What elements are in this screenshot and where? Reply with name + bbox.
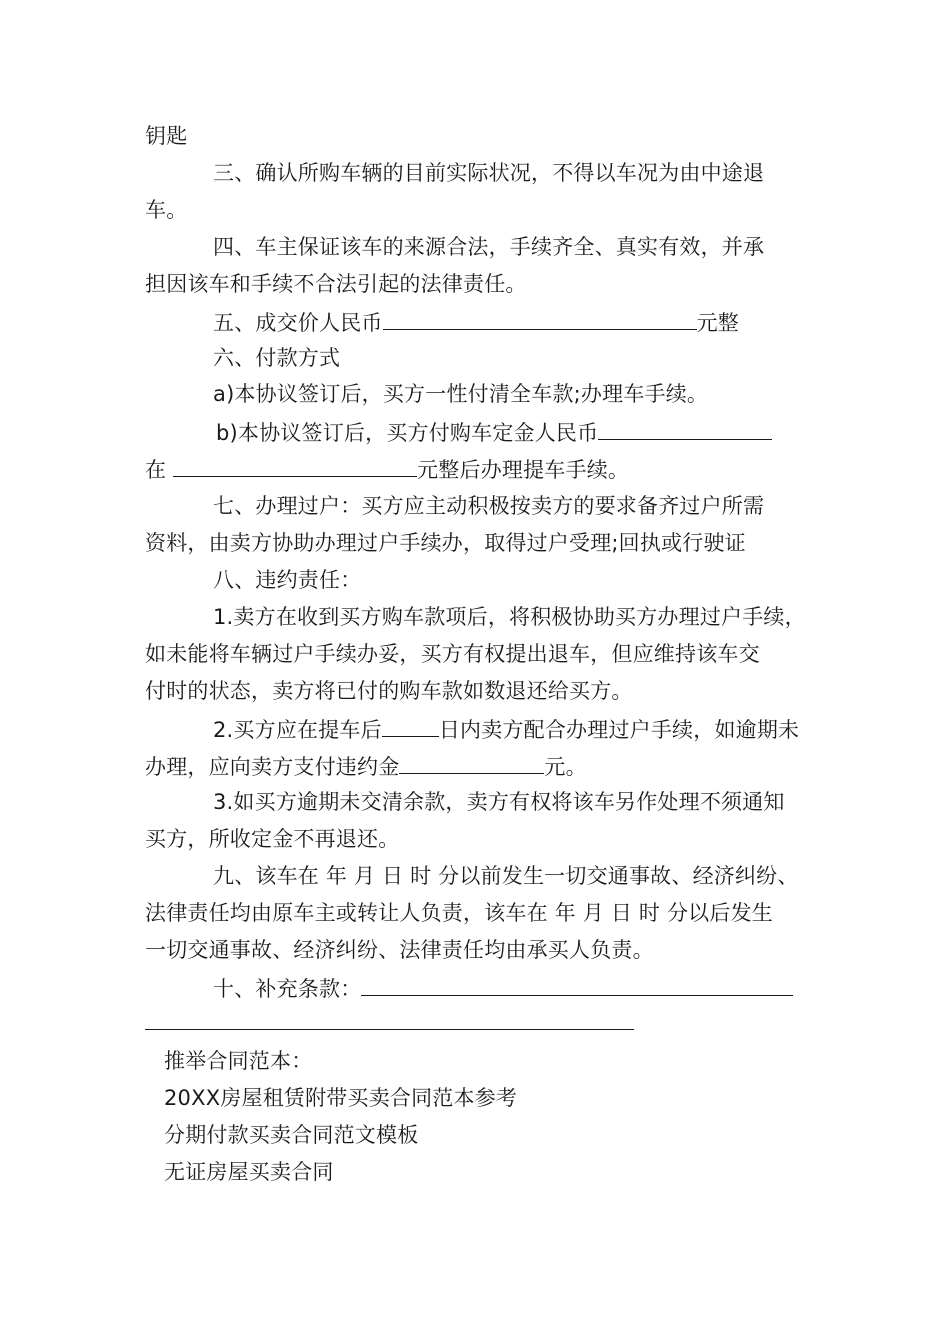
clause-4-continuation: 担因该车和手续不合法引起的法律责任。: [145, 272, 527, 296]
clause-3-continuation: 车。: [145, 198, 188, 222]
clause-6-heading: 六、付款方式: [213, 346, 341, 370]
recommend-link[interactable]: 分期付款买卖合同范文模板: [164, 1123, 419, 1147]
clause-6b: b)本协议签订后，买方付购车定金人民币: [216, 419, 886, 445]
recommend-link[interactable]: 20XX房屋租赁附带买卖合同范本参考: [164, 1086, 518, 1110]
clause-9-line: 九、该车在 年 月 日 时 分以前发生一切交通事故、经济纠纷、: [213, 864, 799, 888]
clause-6b-continuation: 在 元整后办理提车手续。: [145, 458, 630, 482]
clause-8-2-continuation: 办理，应向卖方支付违约金 元。: [145, 755, 587, 779]
clause-8-heading: 八、违约责任：: [213, 568, 362, 592]
recommend-heading: 推举合同范本：: [164, 1049, 313, 1073]
clause-7-line: 七、办理过户：买方应主动积极按卖方的要求备齐过户所需: [213, 494, 765, 518]
clause-8-3-continuation: 买方，所收定金不再退还。: [145, 827, 400, 851]
clause-8-1-line: 1.卖方在收到买方购车款项后，将积极协助买方办理过户手续，: [213, 605, 806, 629]
clause-8-2-line: 2.买方应在提车后 日内卖方配合办理过户手续，如逾期未: [213, 718, 800, 742]
clause-9-continuation: 法律责任均由原车主或转让人负责，该车在 年 月 日 时 分以后发生: [145, 901, 773, 925]
clause-9-continuation: 一切交通事故、经济纠纷、法律责任均由承买人负责。: [145, 938, 654, 962]
price-blank: [383, 309, 697, 330]
clause-3-line: 三、确认所购车辆的目前实际状况，不得以车况为由中途退: [213, 161, 765, 185]
text-line: 钥匙: [145, 124, 188, 148]
penalty-blank: [399, 753, 544, 774]
clause-8-1-continuation: 如未能将车辆过户手续办妥，买方有权提出退车，但应维持该车交: [145, 642, 760, 666]
clause-6a: a)本协议签订后，买方一性付清全车款;办理车手续。: [213, 382, 709, 406]
clause-4-line: 四、车主保证该车的来源合法，手续齐全、真实有效，并承: [213, 235, 765, 259]
supplement-blank: [361, 975, 793, 996]
amount-blank: [173, 456, 417, 477]
days-blank: [382, 716, 439, 737]
recommend-link[interactable]: 无证房屋买卖合同: [164, 1160, 334, 1184]
clause-5-price: 五、成交价人民币 元整: [213, 311, 740, 335]
deposit-blank: [598, 419, 772, 440]
clause-8-1-continuation: 付时的状态，卖方将已付的购车款如数退还给买方。: [145, 679, 633, 703]
clause-10-line: 十、补充条款：: [213, 975, 883, 1001]
clause-7-continuation: 资料，由卖方协助办理过户手续办，取得过户受理;回执或行驶证: [145, 531, 746, 555]
clause-8-3-line: 3.如买方逾期未交清余款，卖方有权将该车另作处理不须通知: [213, 790, 785, 814]
supplement-blank-line: [145, 1029, 634, 1030]
